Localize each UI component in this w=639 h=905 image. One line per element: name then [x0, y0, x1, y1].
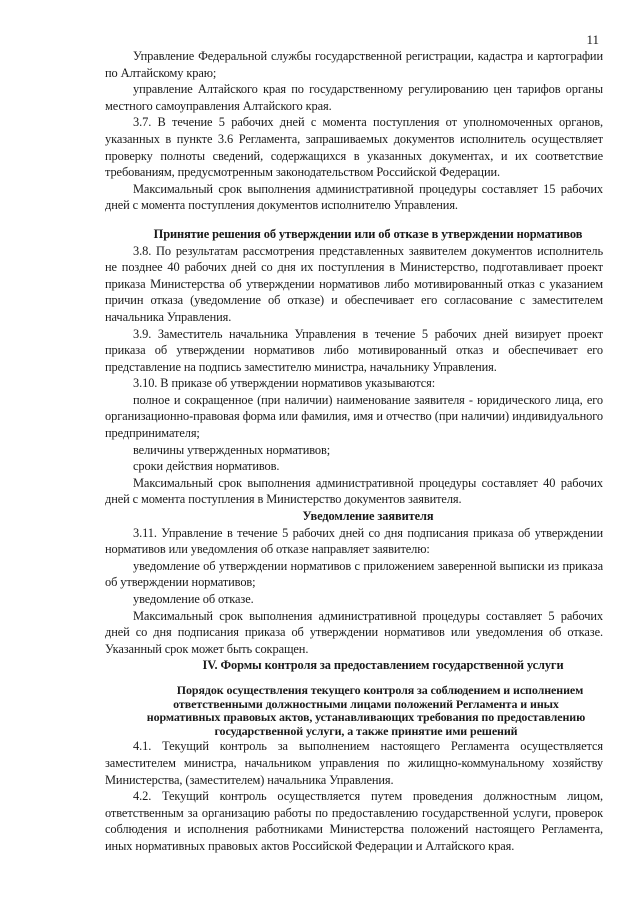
paragraph: полное и сокращенное (при наличии) наименование заявителя - юридического лица, его организационно-правовая форма или фамилия, имя и отчество (при наличии) индивидуального предпринимателя; [105, 392, 603, 441]
paragraph: Максимальный срок выполнения административной процедуры составляет 40 рабочих дней с момента поступления в Министерство документов заявителя. [105, 475, 603, 507]
paragraph: уведомление об утверждении нормативов с приложением заверенной выписки из приказа об утверждении нормативов; [105, 558, 603, 590]
paragraph: 3.8. По результатам рассмотрения представленных заявителем документов исполнитель не позднее 40 рабочих дней со дня их поступления в Министерство, подготавливает проект приказа Министерства об утверждении нормативов либо мотивированный отказ с указанием причин отказа (уведомление об отказе) и обеспечивает его согласование с заместителем начальника Управления. [105, 243, 603, 324]
paragraph: уведомление об отказе. [133, 592, 254, 606]
heading-decision: Принятие решения об утверждении или об отказе в утверждении нормативов [153, 226, 583, 241]
paragraph: Управление Федеральной службы государственной регистрации, кадастра и картографии по Алтайскому краю; [105, 49, 603, 80]
paragraph: 3.7. В течение 5 рабочих дней с момента поступления от уполномоченных органов, указанных в пункте 3.6 Регламента, запрашиваемых документов исполнитель осуществляет проверку полноты сведений, содержащихся в указанных документах, и их соответствие требованиям, предусмотренным законодательством Российской Федерации. [105, 115, 603, 180]
paragraph: 3.9. Заместитель начальника Управления в течение 5 рабочих дней визирует проект приказа об утверждении нормативов либо мотивированный отказ и обеспечивает его представление на подпись заместителю министра, начальнику Управления. [105, 326, 603, 374]
paragraph: Максимальный срок выполнения административной процедуры составляет 5 рабочих дней со дня подписания приказа об утверждении нормативов или уведомления об отказе. Указанный срок может быть сокращен. [105, 608, 603, 656]
paragraph: 3.10. В приказе об утверждении нормативов указываются: [133, 376, 436, 391]
paragraph: 4.2. Текущий контроль осуществляется путем проведения должностным лицом, ответственным за организацию работы по предоставлению государственной услуги, проверок соблюдения и исполнения работниками Министерства положений настоящего Регламента, иных нормативных правовых актов Российской Федерации и Алтайского края. [105, 789, 603, 853]
paragraph: величины утвержденных нормативов; [133, 442, 331, 457]
paragraph: сроки действия нормативов. [133, 459, 280, 474]
heading-section-iv: IV. Формы контроля за предоставлением государственной услуги [202, 658, 564, 673]
document-body [105, 48, 603, 855]
paragraph: 3.11. Управление в течение 5 рабочих дней со дня подписания приказа об утверждении нормативов или уведомления об отказе направляет заявителю: [105, 525, 603, 557]
spacer [105, 214, 603, 226]
heading-notification: Уведомление заявителя [302, 509, 434, 524]
paragraph: управление Алтайского края по государственному регулированию цен тарифов органы местного самоуправления Алтайского края. [105, 82, 603, 113]
heading-control-procedure: Порядок осуществления текущего контроля за соблюдением и исполнением ответственными должностными лицами положений Регламента и иных нормативных правовых актов, устанавливающих требования по предоставлению государственной услуги, а также принятие ими решений [146, 682, 586, 738]
page-number: 11 [586, 32, 599, 47]
paragraph: Максимальный срок выполнения административной процедуры составляет 15 рабочих дней с момента поступления документов исполнителю Управления. [105, 181, 603, 213]
paragraph: 4.1. Текущий контроль за выполнением настоящего Регламента осуществляется заместителем министра, начальником управления по жилищно-коммунальному хозяйству Министерства, (заместителем) начальника Управления. [105, 739, 603, 787]
